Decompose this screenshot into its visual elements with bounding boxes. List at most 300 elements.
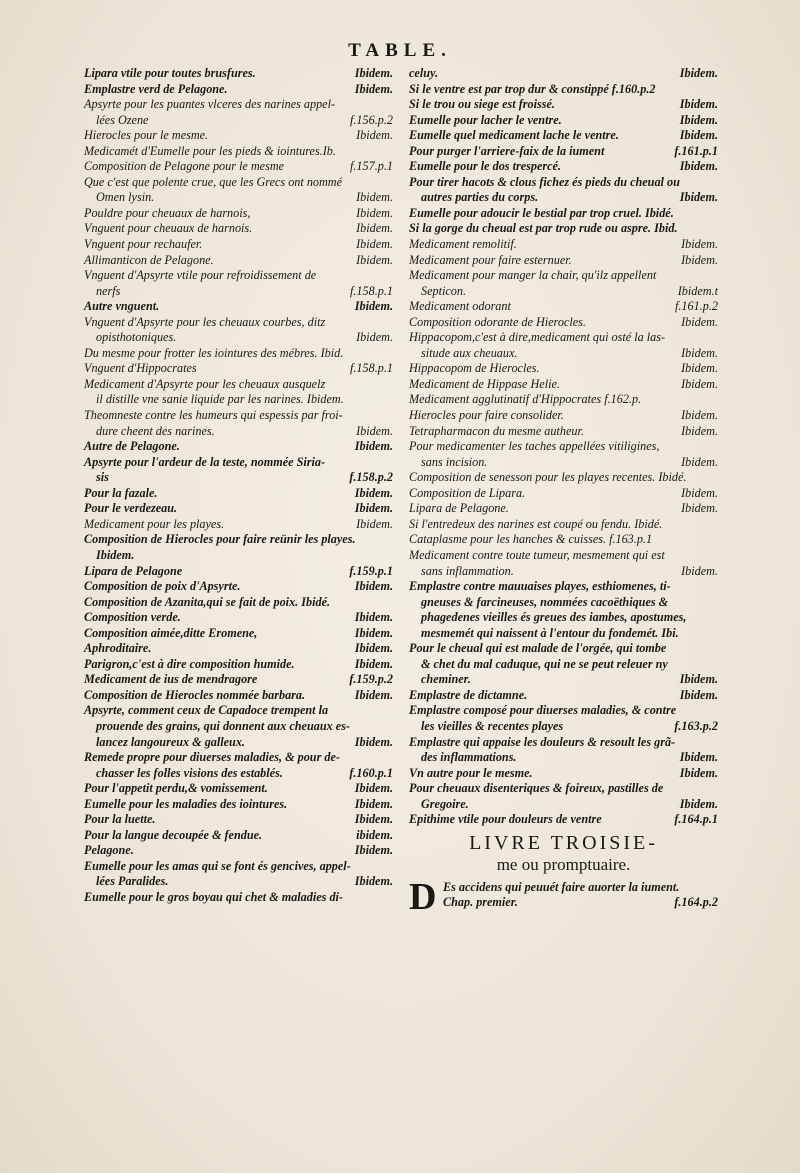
entry-reference: Ibidem. bbox=[354, 812, 393, 827]
entry-text: Medicament agglutinatif d'Hippocrates f.162.p. bbox=[409, 392, 642, 407]
entry-line bbox=[84, 703, 393, 719]
entry-text: Du mesme pour frotter les iointures des mébres. Ibid. bbox=[84, 345, 344, 360]
index-entry bbox=[409, 221, 718, 237]
index-entry bbox=[84, 595, 393, 611]
entry-line bbox=[84, 439, 393, 455]
entry-line bbox=[409, 532, 718, 548]
index-entry bbox=[409, 82, 718, 98]
entry-reference: Ibidem. bbox=[681, 252, 718, 267]
entry-line bbox=[84, 113, 393, 129]
entry-reference: f.161.p.1 bbox=[674, 143, 718, 158]
entry-line: Chap. premier. f.164.p.2 bbox=[443, 895, 718, 910]
entry-text: Medicament pour faire esternuer. bbox=[409, 252, 572, 267]
entry-text: Medicamét d'Eumelle pour les pieds & iointures.Ib. bbox=[84, 143, 336, 158]
entry-line bbox=[409, 424, 718, 440]
entry-text: Remede propre pour diuerses maladies, & pour de- bbox=[84, 750, 340, 765]
index-entry bbox=[84, 564, 393, 580]
entry-text: Pouldre pour cheuaux de harnois, bbox=[84, 205, 251, 220]
entry-line bbox=[84, 221, 393, 237]
index-entry bbox=[84, 346, 393, 362]
entry-line bbox=[409, 579, 718, 595]
entry-reference: Ibidem. bbox=[356, 190, 393, 205]
entry-reference: f.160.p.1 bbox=[349, 765, 393, 780]
entry-text: Eumelle pour le dos trespercé. bbox=[409, 159, 561, 174]
entry-text: Composition de Azanita,qui se fait de poix. Ibidé. bbox=[84, 594, 331, 609]
index-entry bbox=[409, 486, 718, 502]
entry-reference: f.158.p.2 bbox=[349, 470, 393, 485]
index-entry bbox=[409, 781, 718, 812]
entry-line bbox=[409, 766, 718, 782]
entry-text: Medicament remolitif. bbox=[409, 237, 517, 252]
entry-line bbox=[409, 392, 718, 408]
entry-reference: Ibidem. bbox=[681, 454, 718, 469]
entry-text: Lipara de Pelagone bbox=[84, 563, 183, 578]
index-entry bbox=[84, 253, 393, 269]
entry-line bbox=[409, 470, 718, 486]
index-entry bbox=[409, 812, 718, 828]
entry-line bbox=[84, 66, 393, 82]
index-entry bbox=[409, 377, 718, 393]
entry-text: Composition de Lipara. bbox=[409, 485, 526, 500]
entry-line bbox=[84, 657, 393, 673]
entry-reference: Ibidem. bbox=[681, 361, 718, 376]
entry-text: Emplastre contre mauuaises playes, esthiomenes, ti- bbox=[409, 579, 671, 594]
entry-text: chasser les folles visions des establés. bbox=[96, 765, 283, 780]
index-entry bbox=[409, 532, 718, 548]
entry-reference: Ibidem. bbox=[354, 641, 393, 656]
entry-text: Composition de poix d'Apsyrte. bbox=[84, 579, 241, 594]
index-entry bbox=[84, 641, 393, 657]
entry-line bbox=[84, 874, 393, 890]
entry-reference: f.164.p.1 bbox=[674, 812, 718, 827]
entry-text: Aphroditaire. bbox=[84, 641, 152, 656]
entry-line bbox=[409, 237, 718, 253]
entry-line bbox=[409, 548, 718, 564]
entry-reference: Ibidem.t bbox=[677, 283, 718, 298]
entry-line bbox=[409, 377, 718, 393]
entry-text: Pelagone. bbox=[84, 843, 134, 858]
index-entry bbox=[409, 253, 718, 269]
entry-text: Composition de senesson pour les playes recentes. Ibidé. bbox=[409, 470, 687, 485]
entry-text: dure cheent des narines. bbox=[96, 423, 215, 438]
entry-reference: Ibidem. bbox=[354, 66, 393, 80]
entry-line bbox=[409, 719, 718, 735]
entry-text: Tetrapharmacon du mesme autheur. bbox=[409, 423, 584, 438]
entry-line bbox=[409, 159, 718, 175]
entry-line bbox=[84, 672, 393, 688]
section-subtitle: me ou promptuaire. bbox=[496, 854, 631, 874]
entry-line bbox=[409, 486, 718, 502]
index-entry bbox=[84, 517, 393, 533]
entry-line bbox=[409, 206, 718, 222]
index-entry bbox=[84, 797, 393, 813]
entry-text: Medicament odorant bbox=[409, 299, 511, 314]
entry-text: nerfs bbox=[96, 283, 121, 298]
entry-text: Eumelle pour adoucir le bestial par trop cruel. Ibidé. bbox=[409, 205, 674, 220]
entry-text: Emplastre verd de Pelagone. bbox=[84, 81, 228, 96]
entry-reference: f.161.p.2 bbox=[675, 299, 718, 314]
entry-reference: Ibidem. bbox=[679, 159, 718, 174]
entry-line bbox=[409, 595, 718, 611]
entry-text: Medicament pour manger la chair, qu'ilz appellent bbox=[409, 268, 657, 283]
entry-text: il distille vne sanie liquide par les narines. Ibidem. bbox=[96, 392, 344, 407]
entry-text: Parigron,c'est à dire composition humide. bbox=[84, 656, 295, 671]
entry-line bbox=[409, 610, 718, 626]
index-entry bbox=[84, 688, 393, 704]
entry-line bbox=[84, 346, 393, 362]
index-entry bbox=[84, 672, 393, 688]
index-entry bbox=[409, 66, 718, 82]
entry-line bbox=[409, 703, 718, 719]
entry-text: Ibidem. bbox=[96, 547, 135, 562]
entry-line bbox=[84, 377, 393, 393]
entry-text: & chet du mal caduque, qui ne se peut releuer ny bbox=[421, 656, 668, 671]
entry-line bbox=[409, 144, 718, 160]
entry-reference: Ibidem. bbox=[354, 625, 393, 640]
index-entry bbox=[409, 703, 718, 734]
entry-text: Si le trou ou siege est froissé. bbox=[409, 97, 555, 112]
entry-reference: Ibidem. bbox=[679, 66, 718, 80]
entry-reference: Ibidem. bbox=[356, 423, 393, 438]
index-entry bbox=[84, 828, 393, 844]
entry-line bbox=[84, 284, 393, 300]
entry-text: lées Paralides. bbox=[96, 874, 169, 889]
index-entry bbox=[409, 159, 718, 175]
entry-line bbox=[409, 346, 718, 362]
entry-text: Medicament pour les playes. bbox=[84, 516, 225, 531]
index-entry bbox=[84, 486, 393, 502]
entry-line bbox=[409, 641, 718, 657]
entry-text: Pour cheuaux disenteriques & foireux, pastilles de bbox=[409, 781, 664, 796]
entry-line bbox=[409, 268, 718, 284]
entry-text: Pour le verdezeau. bbox=[84, 501, 178, 516]
entry-text: Lipara de Pelagone. bbox=[409, 501, 509, 516]
entry-line bbox=[84, 268, 393, 284]
entry-reference: Ibidem. bbox=[356, 128, 393, 143]
entry-line bbox=[84, 486, 393, 502]
right-entries bbox=[409, 66, 718, 828]
entry-text: Apsyrte pour l'ardeur de la teste, nommée Siria- bbox=[84, 454, 326, 469]
entry-text: situde aux cheuaux. bbox=[421, 345, 518, 360]
entry-text: Eumelle pour les maladies des iointures. bbox=[84, 796, 288, 811]
entry-reference: Ibidem. bbox=[681, 345, 718, 360]
entry-text: Pour medicamenter les taches appellées vitiligines, bbox=[409, 439, 660, 454]
entry-line bbox=[409, 626, 718, 642]
entry-text: autres parties du corps. bbox=[421, 190, 539, 205]
index-entry bbox=[84, 859, 393, 890]
entry-line bbox=[409, 284, 718, 300]
index-entry bbox=[84, 657, 393, 673]
entry-text: Hierocles pour le mesme. bbox=[84, 128, 209, 143]
index-entry bbox=[84, 206, 393, 222]
entry-reference: Ibidem. bbox=[354, 843, 393, 858]
entry-reference: Ibidem. bbox=[679, 765, 718, 780]
index-entry bbox=[84, 501, 393, 517]
entry-line bbox=[409, 735, 718, 751]
entry-line bbox=[84, 82, 393, 98]
entry-text: Apsyrte, comment ceux de Capadoce trempent la bbox=[84, 703, 329, 718]
entry-reference: Ibidem. bbox=[354, 687, 393, 702]
index-entry bbox=[84, 128, 393, 144]
entry-line bbox=[409, 672, 718, 688]
entry-text: Theomneste contre les humeurs qui espessis par froi- bbox=[84, 408, 343, 423]
index-entry bbox=[84, 237, 393, 253]
entry-line bbox=[84, 424, 393, 440]
entry-text: Autre de Pelagone. bbox=[84, 439, 180, 454]
index-entry bbox=[409, 315, 718, 331]
index-entry bbox=[84, 408, 393, 439]
entry-reference: f.157.p.1 bbox=[350, 159, 393, 174]
index-entry bbox=[84, 315, 393, 346]
entry-line bbox=[409, 97, 718, 113]
index-entry bbox=[409, 766, 718, 782]
entry-line bbox=[84, 144, 393, 160]
entry-line bbox=[409, 221, 718, 237]
entry-reference: Ibidem. bbox=[681, 408, 718, 423]
entry-reference: Ibidem. bbox=[356, 205, 393, 220]
entry-text: Pour purger l'arriere-faix de la iument bbox=[409, 143, 605, 158]
index-entry bbox=[84, 843, 393, 859]
index-entry bbox=[84, 377, 393, 408]
entry-text: Hippacopom de Hierocles. bbox=[409, 361, 540, 376]
index-entry bbox=[84, 610, 393, 626]
entry-line bbox=[84, 859, 393, 875]
entry-line bbox=[84, 455, 393, 471]
index-entry bbox=[409, 97, 718, 113]
entry-line bbox=[84, 626, 393, 642]
entry-line bbox=[84, 735, 393, 751]
entry-text: Si la gorge du cheual est par trop rude ou aspre. Ibid. bbox=[409, 221, 678, 236]
entry-reference: Ibidem. bbox=[354, 656, 393, 671]
entry-text: Vnguent pour rechaufer. bbox=[84, 237, 203, 252]
entry-text: Composition verde. bbox=[84, 610, 181, 625]
entry-line bbox=[409, 564, 718, 580]
entry-text: Composition odorante de Hierocles. bbox=[409, 314, 586, 329]
entry-text: Eumelle pour lacher le ventre. bbox=[409, 112, 562, 127]
entry-reference: f.163.p.2 bbox=[674, 718, 718, 733]
entry-line bbox=[84, 408, 393, 424]
entry-line bbox=[84, 128, 393, 144]
entry-text: Eumelle pour les amas qui se font és gencives, appel- bbox=[84, 858, 351, 873]
index-entry bbox=[409, 470, 718, 486]
entry-line bbox=[84, 299, 393, 315]
entry-text: Omen lysin. bbox=[96, 190, 155, 205]
index-entry bbox=[409, 735, 718, 766]
entry-reference: Ibidem. bbox=[354, 439, 393, 454]
index-entry bbox=[409, 268, 718, 299]
index-entry bbox=[84, 703, 393, 750]
entry-line bbox=[84, 766, 393, 782]
entry-line bbox=[84, 175, 393, 191]
entry-line bbox=[409, 408, 718, 424]
entry-text: Emplastre qui appaise les douleurs & resoult les grã- bbox=[409, 734, 676, 749]
entry-line bbox=[84, 470, 393, 486]
entry-line bbox=[409, 797, 718, 813]
entry-text: Si le ventre est par trop dur & constippé f.160.p.2 bbox=[409, 81, 656, 96]
entry-text: Composition de Hierocles nommée barbara. bbox=[84, 687, 306, 702]
index-entry bbox=[409, 237, 718, 253]
entry-line bbox=[84, 579, 393, 595]
entry-line bbox=[84, 206, 393, 222]
entry-text: Vnguent d'Hippocrates bbox=[84, 361, 197, 376]
index-entry bbox=[409, 517, 718, 533]
entry-text: Eumelle quel medicament lache le ventre. bbox=[409, 128, 619, 143]
entry-line bbox=[84, 797, 393, 813]
index-entry bbox=[84, 299, 393, 315]
index-entry bbox=[84, 221, 393, 237]
drop-cap: D bbox=[409, 875, 437, 918]
entry-line bbox=[84, 190, 393, 206]
right-column bbox=[409, 66, 718, 918]
entry-line bbox=[84, 315, 393, 331]
index-entry bbox=[409, 144, 718, 160]
entry-reference: Ibidem. bbox=[354, 874, 393, 889]
entry-text: Composition de Hierocles pour faire reünir les playes. bbox=[84, 532, 356, 547]
entry-line bbox=[409, 657, 718, 673]
page-header: TABLE. bbox=[348, 40, 452, 61]
entry-line bbox=[409, 82, 718, 98]
entry-reference: ibidem. bbox=[356, 827, 393, 842]
entry-reference: f.158.p.1 bbox=[350, 361, 393, 376]
entry-reference: Ibidem. bbox=[354, 781, 393, 796]
entry-text: sis bbox=[96, 470, 109, 485]
entry-line bbox=[84, 688, 393, 704]
index-entry bbox=[409, 128, 718, 144]
index-entry bbox=[84, 159, 393, 175]
entry-text: Autre vnguent. bbox=[84, 299, 160, 314]
entry-line bbox=[409, 455, 718, 471]
index-entry bbox=[84, 439, 393, 455]
index-entry bbox=[409, 175, 718, 206]
entry-line bbox=[84, 564, 393, 580]
index-entry bbox=[84, 361, 393, 377]
entry-text: Hierocles pour faire consolider. bbox=[409, 408, 564, 423]
index-entry bbox=[84, 97, 393, 128]
entry-reference: Ibidem. bbox=[354, 579, 393, 594]
entry-reference: Ibidem. bbox=[354, 796, 393, 811]
index-entry bbox=[409, 392, 718, 408]
entry-text: Si l'entredeux des narines est coupé ou fendu. Ibidé. bbox=[409, 516, 663, 531]
entry-text: les vieilles & recentes playes bbox=[421, 718, 564, 733]
entry-line bbox=[84, 330, 393, 346]
entry-text: Emplastre de dictamne. bbox=[409, 687, 528, 702]
index-entry bbox=[84, 781, 393, 797]
entry-text: Vn autre pour le mesme. bbox=[409, 765, 533, 780]
entry-reference: Ibidem. bbox=[354, 81, 393, 96]
index-entry bbox=[409, 501, 718, 517]
index-entry bbox=[84, 66, 393, 82]
entry-text: Hippacopom,c'est à dire,medicament qui osté la las- bbox=[409, 330, 666, 345]
entry-text: Pour l'appetit perdu,& vomissement. bbox=[84, 781, 268, 796]
entry-line bbox=[84, 890, 393, 906]
entry-text: lancez langoureux & galleux. bbox=[96, 734, 245, 749]
entry-line bbox=[84, 97, 393, 113]
entry-text: Medicament contre toute tumeur, mesmement qui est bbox=[409, 547, 665, 562]
entry-line bbox=[84, 843, 393, 859]
entry-text: celuy. bbox=[409, 66, 438, 80]
index-entry bbox=[409, 330, 718, 361]
entry-reference: Ibidem. bbox=[679, 112, 718, 127]
section-first-entry bbox=[409, 875, 718, 918]
entry-reference: Ibidem. bbox=[679, 190, 718, 205]
entry-text: Lipara vtile pour toutes brusfures. bbox=[84, 66, 256, 80]
entry-line bbox=[409, 128, 718, 144]
entry-text: Que c'est que polente crue, que les Grecs ont nommé bbox=[84, 174, 343, 189]
entry-text: cheminer. bbox=[421, 672, 471, 687]
entry-line bbox=[409, 750, 718, 766]
entry-line bbox=[409, 688, 718, 704]
entry-reference: Ibidem. bbox=[679, 796, 718, 811]
entry-reference: Ibidem. bbox=[681, 501, 718, 516]
entry-reference: Ibidem. bbox=[679, 672, 718, 687]
entry-reference: Ibidem. bbox=[681, 376, 718, 391]
index-entry bbox=[409, 361, 718, 377]
index-entry bbox=[409, 688, 718, 704]
index-entry bbox=[409, 439, 718, 470]
index-entry bbox=[409, 408, 718, 424]
entry-reference: Ibidem. bbox=[356, 221, 393, 236]
entry-reference: Ibidem. bbox=[681, 314, 718, 329]
entry-text: Pour la luette. bbox=[84, 812, 156, 827]
entry-reference: Ibidem. bbox=[681, 563, 718, 578]
entry-reference: Ibidem. bbox=[354, 610, 393, 625]
entry-line bbox=[84, 159, 393, 175]
entry-reference: f.158.p.1 bbox=[350, 283, 393, 298]
entry-line bbox=[84, 595, 393, 611]
entry-text: Composition aimée,ditte Eromene, bbox=[84, 625, 258, 640]
entry-text: Composition de Pelagone pour le mesme bbox=[84, 159, 285, 174]
index-entry bbox=[84, 144, 393, 160]
index-entry bbox=[409, 206, 718, 222]
entry-text: prouende des grains, qui donnent aux cheuaux es- bbox=[96, 718, 350, 733]
entry-text: Gregoire. bbox=[421, 796, 469, 811]
entry-line bbox=[84, 361, 393, 377]
entry-line: Es accidens qui peuuét faire auorter la iument. bbox=[443, 879, 680, 894]
entry-line bbox=[84, 812, 393, 828]
entry-line bbox=[409, 812, 718, 828]
entry-text: Eumelle pour le gros boyau qui chet & maladies di- bbox=[84, 889, 343, 904]
entry-reference: Ibidem. bbox=[679, 687, 718, 702]
index-entry bbox=[409, 299, 718, 315]
entry-line bbox=[84, 750, 393, 766]
entry-reference: Ibidem. bbox=[681, 237, 718, 252]
entry-line bbox=[409, 299, 718, 315]
entry-reference: Ibidem. bbox=[679, 128, 718, 143]
index-entry bbox=[409, 424, 718, 440]
entry-line bbox=[409, 517, 718, 533]
entry-line bbox=[409, 315, 718, 331]
index-entry bbox=[84, 626, 393, 642]
entry-line bbox=[409, 175, 718, 191]
entry-line bbox=[84, 517, 393, 533]
section-title: LIVRE TROISIE- bbox=[469, 831, 658, 854]
entry-reference: Ibidem. bbox=[356, 330, 393, 345]
entry-reference: Ibidem. bbox=[679, 97, 718, 112]
entry-text: Vnguent d'Apsyrte vtile pour refroidissement de bbox=[84, 268, 317, 283]
index-entry bbox=[84, 579, 393, 595]
entry-line bbox=[84, 501, 393, 517]
entry-reference: Ibidem. bbox=[356, 237, 393, 252]
index-entry bbox=[84, 175, 393, 206]
index-entry bbox=[84, 268, 393, 299]
entry-text: Vnguent pour cheuaux de harnois. bbox=[84, 221, 253, 236]
entry-line bbox=[409, 113, 718, 129]
entry-line bbox=[84, 548, 393, 564]
index-entry bbox=[84, 455, 393, 486]
entry-line bbox=[409, 501, 718, 517]
entry-reference: Ibidem. bbox=[356, 252, 393, 267]
entry-line bbox=[409, 781, 718, 797]
